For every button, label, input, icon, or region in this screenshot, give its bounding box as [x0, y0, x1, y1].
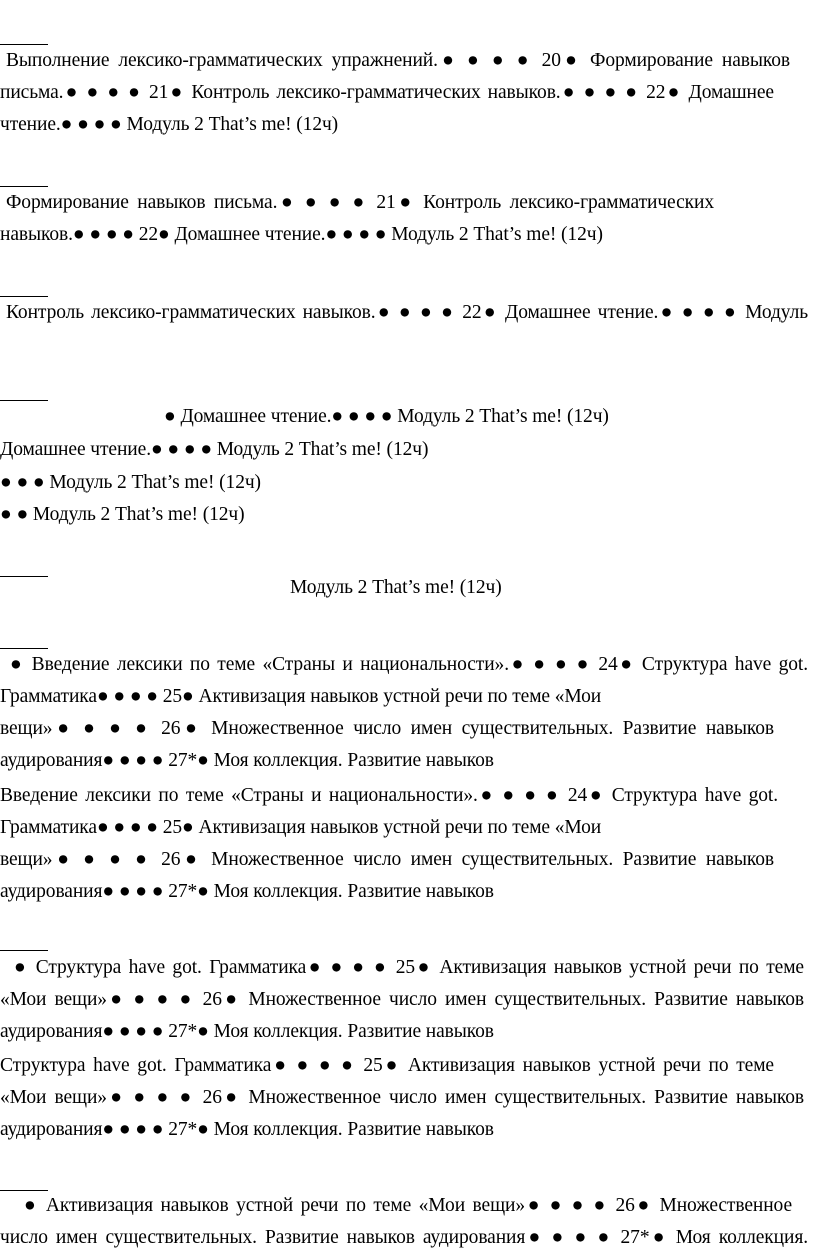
text-line: Грамматика● ● ● ● 25● Активизация навыков устной речи по теме «Мои	[0, 686, 602, 707]
footnote-separator	[0, 44, 48, 45]
footnote-separator	[0, 950, 48, 951]
text-line: «Мои вещи»● ● ● ● 26● Множественное число имен существительных. Развитие навыков	[0, 989, 804, 1010]
text-line: аудирования● ● ● ● 27*● Моя коллекция. Развитие навыков	[0, 1119, 494, 1140]
text-line: ● Введение лексики по теме «Страны и национальности».● ● ● ● 24● Структура have got.	[10, 654, 808, 675]
text-line: Выполнение лексико-грамматических упражнений.● ● ● ● 20● Формирование навыков	[6, 50, 790, 71]
text-line: число имен существительных. Развитие навыков аудирования● ● ● ● 27*● Моя коллекция.	[0, 1227, 808, 1248]
text-line: Контроль лексико-грамматических навыков.● ● ● ● 22● Домашнее чтение.● ● ● ● Модуль	[6, 302, 808, 323]
text-line: вещи»● ● ● ● 26● Множественное число имен существительных. Развитие навыков	[0, 718, 774, 739]
text-line: письма.● ● ● ● 21● Контроль лексико-грамматических навыков.● ● ● ● 22● Домашнее	[0, 82, 774, 103]
footnote-separator	[0, 1190, 48, 1191]
footnote-separator	[0, 186, 48, 187]
text-line: Домашнее чтение.● ● ● ● Модуль 2 That’s me! (12ч)	[0, 439, 429, 460]
text-line: Модуль 2 That’s me! (12ч)	[290, 577, 502, 598]
text-line: аудирования● ● ● ● 27*● Моя коллекция. Развитие навыков	[0, 1021, 494, 1042]
text-line: ● Активизация навыков устной речи по теме «Мои вещи»● ● ● ● 26● Множественное	[24, 1195, 792, 1216]
text-line: аудирования● ● ● ● 27*● Моя коллекция. Развитие навыков	[0, 750, 494, 771]
text-line: чтение.● ● ● ● Модуль 2 That’s me! (12ч)	[0, 114, 339, 135]
text-line: ● ● Модуль 2 That’s me! (12ч)	[0, 504, 245, 525]
text-line: аудирования● ● ● ● 27*● Моя коллекция. Развитие навыков	[0, 881, 494, 902]
text-line: Грамматика● ● ● ● 25● Активизация навыков устной речи по теме «Мои	[0, 817, 602, 838]
text-line: ● Структура have got. Грамматика● ● ● ● 25● Активизация навыков устной речи по теме	[14, 957, 804, 978]
text-line: ● ● ● Модуль 2 That’s me! (12ч)	[0, 472, 261, 493]
text-line: Структура have got. Грамматика● ● ● ● 25● Активизация навыков устной речи по теме	[0, 1055, 774, 1076]
footnote-separator	[0, 648, 48, 649]
text-line: ● Домашнее чтение.● ● ● ● Модуль 2 That’s me! (12ч)	[164, 406, 609, 427]
text-line: Формирование навыков письма.● ● ● ● 21● Контроль лексико-грамматических	[6, 192, 714, 213]
text-line: Введение лексики по теме «Страны и национальности».● ● ● ● 24● Структура have got.	[0, 785, 778, 806]
footnote-separator	[0, 296, 48, 297]
text-line: вещи»● ● ● ● 26● Множественное число имен существительных. Развитие навыков	[0, 849, 774, 870]
text-line: «Мои вещи»● ● ● ● 26● Множественное число имен существительных. Развитие навыков	[0, 1087, 804, 1108]
footnote-separator	[0, 576, 48, 577]
footnote-separator	[0, 400, 48, 401]
text-line: навыков.● ● ● ● 22● Домашнее чтение.● ● ● ● Модуль 2 That’s me! (12ч)	[0, 224, 603, 245]
